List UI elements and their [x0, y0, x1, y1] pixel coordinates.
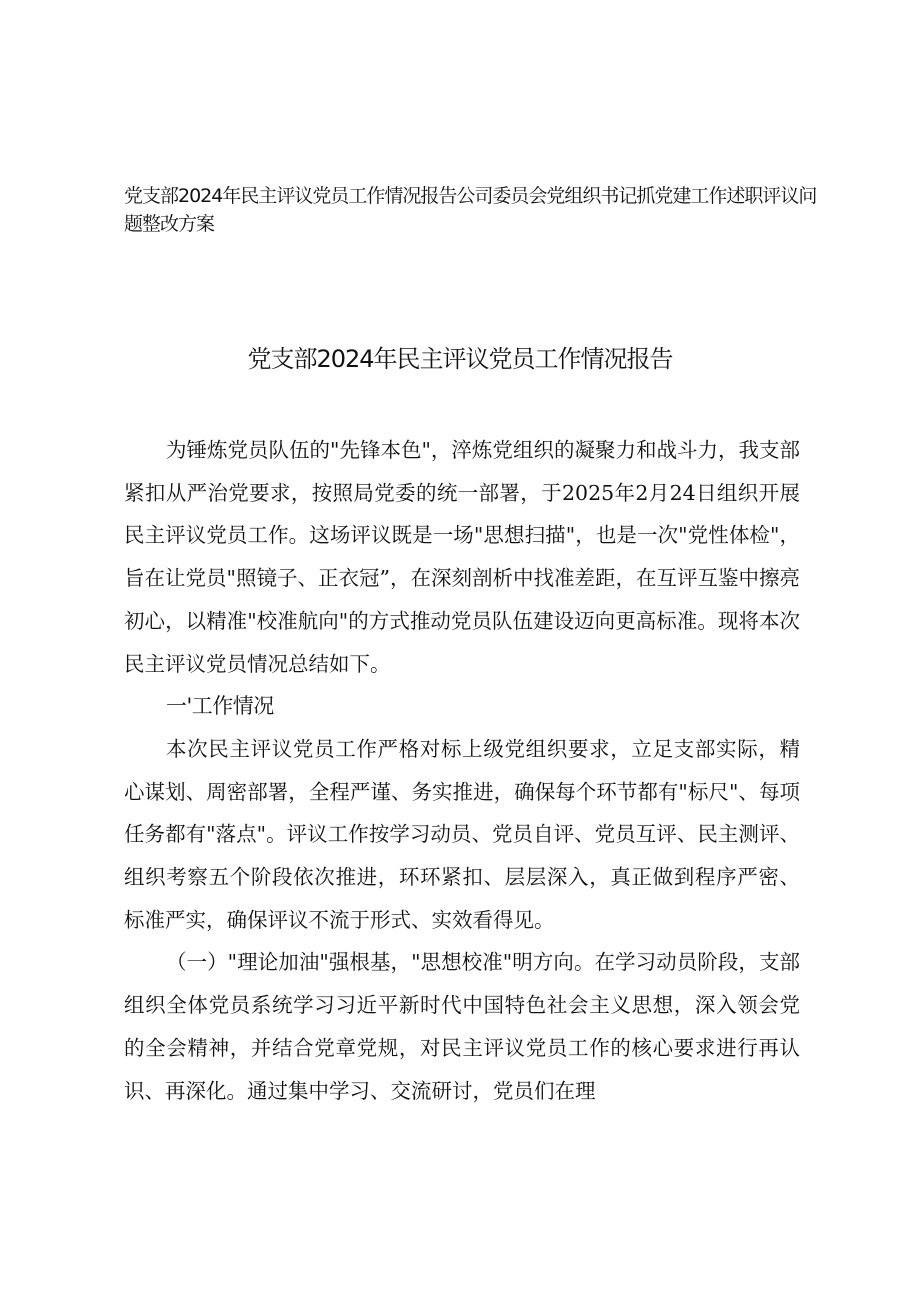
document-title: 党支部2024年民主评议党员工作情况报告 — [247, 345, 673, 373]
section-heading-work-status: 一'工作情况 — [166, 694, 274, 719]
section-work-status-paragraph: 本次民主评议党员工作严格对标上级党组织要求，立足支部实际，精心谋划、周密部署，全程严谨、务实推进，确保每个环节都有"标尺"、每项任务都有"落点"。评议工作按学习动员、党员自评、党员互评、民主测评、组织考察五个阶段依次推进，环环紧扣、层层深入，真正做到程序严密、标准严实，确保评议不流于形式、实效看得见。 — [124, 736, 800, 932]
subsection-theory-paragraph: （一）"理论加油"强根基，"思想校准"明方向。在学习动员阶段，支部组织全体党员系统学习习近平新时代中国特色社会主义思想，深入领会党的全会精神，并结合党章党规，对民主评议党员工作的核心要求进行再认识、再深化。通过集中学习、交流研讨，党员们在理 — [124, 950, 800, 1103]
document-body — [124, 429, 800, 1112]
document-header: 党支部2024年民主评议党员工作情况报告公司委员会党组织书记抓党建工作述职评议问题整改方案 — [124, 185, 817, 235]
intro-paragraph: 为锤炼党员队伍的"先锋本色"，淬炼党组织的凝聚力和战斗力，我支部紧扣从严治党要求，按照局党委的统一部署，于2025年2月24日组织开展民主评议党员工作。这场评议既是一场"思想扫描"，也是一次"党性体检"，旨在让党员"照镜子、正衣冠”，在深刻剖析中找准差距，在互评互鉴中擦亮初心，以精准"校准航向"的方式推动党员队伍建设迈向更高标准。现将本次民主评议党员情况总结如下。 — [124, 438, 800, 676]
